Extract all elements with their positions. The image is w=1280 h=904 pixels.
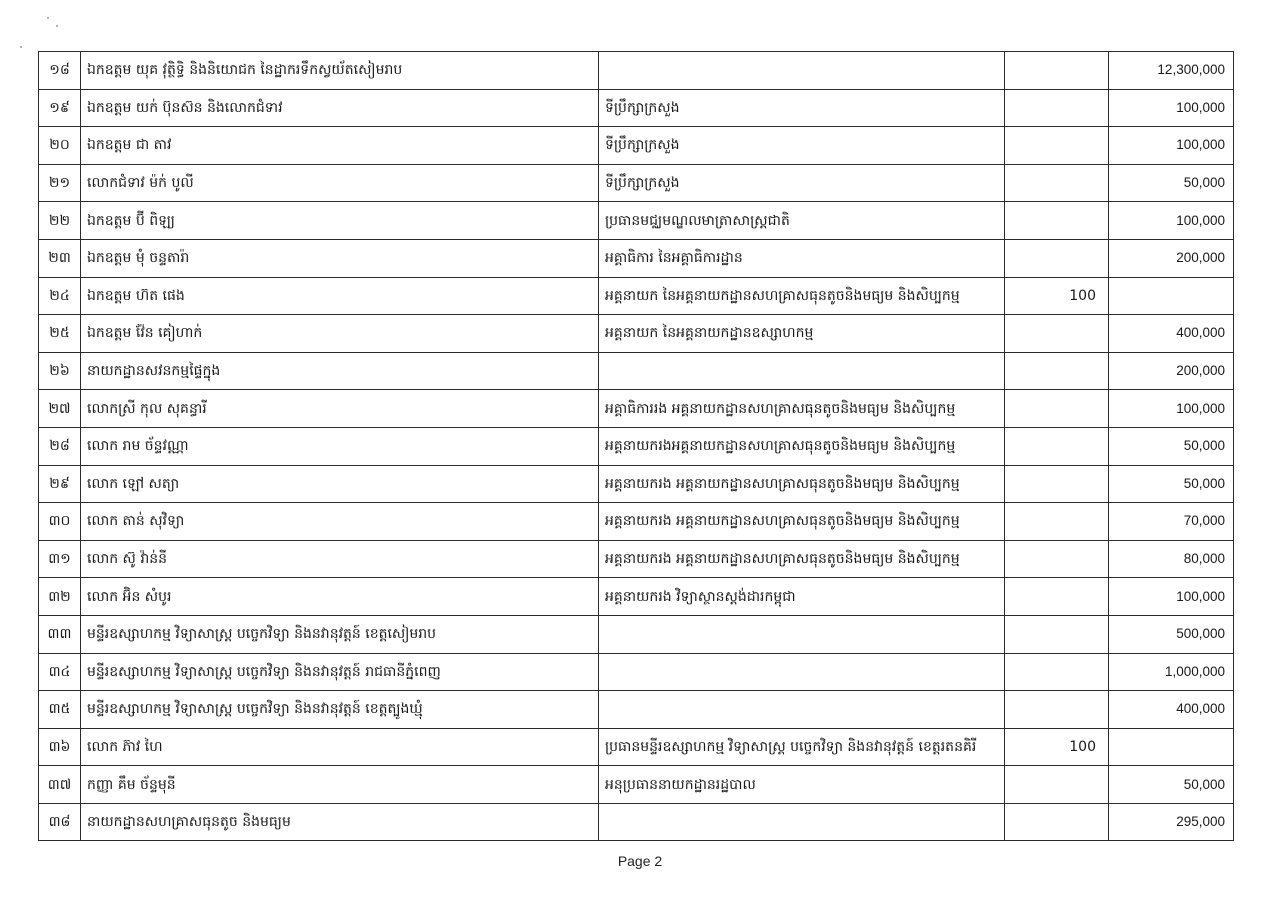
- table-row: [39, 766, 1234, 804]
- donor-name: ឯកឧត្តម ហ៊ត ផេង: [81, 277, 599, 315]
- donor-position: អគ្គាធិការរង អគ្គនាយកដ្ឋានសហគ្រាសធុនតូចនិងមធ្យម និងសិប្បកម្ម: [599, 390, 1005, 428]
- amount-cell: 100,000: [1109, 390, 1234, 428]
- amount-cell: 1,000,000: [1109, 653, 1234, 691]
- table-row: [39, 277, 1234, 315]
- donor-name: ឯកឧត្តម មុំ ចន្ទតារ៉ា: [81, 239, 599, 277]
- row-number: ៣៥: [39, 691, 81, 729]
- amount-cell: 400,000: [1109, 691, 1234, 729]
- donor-position: [599, 803, 1005, 841]
- table-row: [39, 352, 1234, 390]
- row-number: ៣១: [39, 540, 81, 578]
- donor-name: លោក ឡៅ សត្យា: [81, 465, 599, 503]
- table-row: [39, 540, 1234, 578]
- amount-cell: 50,000: [1109, 164, 1234, 202]
- row-number: ២៩: [39, 465, 81, 503]
- quantity-cell: [1005, 202, 1109, 240]
- donor-name: លោក ស៊ូ វ៉ាន់នី: [81, 540, 599, 578]
- amount-cell: [1109, 277, 1234, 315]
- amount-cell: 50,000: [1109, 427, 1234, 465]
- row-number: ២៣: [39, 239, 81, 277]
- table-row: [39, 803, 1234, 841]
- table-row: [39, 503, 1234, 541]
- donor-name: ឯកឧត្តម វ៉ែន គៀហាក់: [81, 315, 599, 353]
- scan-speck: [47, 17, 49, 19]
- donor-name: លោក តាន់ សុវិទ្យា: [81, 503, 599, 541]
- quantity-cell: [1005, 390, 1109, 428]
- donor-position: អគ្គនាយករង អគ្គនាយកដ្ឋានសហគ្រាសធុនតូចនិងមធ្យម និងសិប្បកម្ម: [599, 503, 1005, 541]
- donor-position: ទីប្រឹក្សាក្រសួង: [599, 127, 1005, 165]
- quantity-cell: [1005, 427, 1109, 465]
- row-number: ៣០: [39, 503, 81, 541]
- amount-cell: 100,000: [1109, 89, 1234, 127]
- donor-position: ទីប្រឹក្សាក្រសួង: [599, 164, 1005, 202]
- donor-position: អគ្គនាយករងអគ្គនាយកដ្ឋានសហគ្រាសធុនតូចនិងមធ្យម និងសិប្បកម្ម: [599, 427, 1005, 465]
- amount-cell: 100,000: [1109, 127, 1234, 165]
- page-number: Page 2: [617, 853, 663, 869]
- donor-position: អនុប្រធាននាយកដ្ឋានរដ្ឋបាល: [599, 766, 1005, 804]
- amount-cell: 295,000: [1109, 803, 1234, 841]
- donor-name: កញ្ញា គឹម ច័ន្ទមុនី: [81, 766, 599, 804]
- row-number: ៣៧: [39, 766, 81, 804]
- table-row: [39, 164, 1234, 202]
- quantity-cell: [1005, 540, 1109, 578]
- quantity-cell: [1005, 315, 1109, 353]
- donor-name: មន្ទីរឧស្សាហកម្ម វិទ្យាសាស្ត្រ បច្ចេកវិទ្យា និងនវានុវត្តន៍ រាជធានីភ្នំពេញ: [81, 653, 599, 691]
- quantity-cell: [1005, 766, 1109, 804]
- amount-cell: 500,000: [1109, 615, 1234, 653]
- table-row: [39, 578, 1234, 616]
- donation-table: [38, 51, 1234, 841]
- row-number: ៣៦: [39, 728, 81, 766]
- donor-name: នាយកដ្ឋានសវនកម្មផ្ទៃក្នុង: [81, 352, 599, 390]
- table-row: [39, 89, 1234, 127]
- quantity-cell: [1005, 352, 1109, 390]
- amount-cell: [1109, 728, 1234, 766]
- quantity-cell: [1005, 127, 1109, 165]
- table-row: [39, 465, 1234, 503]
- amount-cell: 200,000: [1109, 239, 1234, 277]
- table-row: [39, 728, 1234, 766]
- donor-position: អគ្គនាយករង អគ្គនាយកដ្ឋានសហគ្រាសធុនតូចនិងមធ្យម និងសិប្បកម្ម: [599, 540, 1005, 578]
- donor-position: ប្រធានមន្ទីរឧស្សាហកម្ម វិទ្យាសាស្ត្រ បច្ចេកវិទ្យា និងនវានុវត្តន៍ ខេត្តរតនគិរី: [599, 728, 1005, 766]
- donor-position: អគ្គនាយក នៃអគ្គនាយកដ្ឋានឧស្សាហកម្ម: [599, 315, 1005, 353]
- quantity-cell: [1005, 465, 1109, 503]
- row-number: ២៧: [39, 390, 81, 428]
- donor-name: លោកជំទាវ ម៉ក់ បូលី: [81, 164, 599, 202]
- amount-cell: 12,300,000: [1109, 52, 1234, 90]
- donor-name: លោក អ៊ិន សំបូរ: [81, 578, 599, 616]
- donor-position: [599, 352, 1005, 390]
- donor-position: [599, 653, 1005, 691]
- table-row: [39, 427, 1234, 465]
- donor-position: អគ្គាធិការ នៃអគ្គាធិការដ្ឋាន: [599, 239, 1005, 277]
- scan-speck: [20, 46, 22, 48]
- row-number: ២១: [39, 164, 81, 202]
- row-number: ២៨: [39, 427, 81, 465]
- quantity-cell: [1005, 803, 1109, 841]
- amount-cell: 400,000: [1109, 315, 1234, 353]
- donor-position: [599, 52, 1005, 90]
- row-number: ៣២: [39, 578, 81, 616]
- donor-position: អគ្គនាយក នៃអគ្គនាយកដ្ឋានសហគ្រាសធុនតូចនិងមធ្យម និងសិប្បកម្ម: [599, 277, 1005, 315]
- row-number: ៣៣: [39, 615, 81, 653]
- amount-cell: 50,000: [1109, 465, 1234, 503]
- donor-name: ឯកឧត្តម ជា តាវ: [81, 127, 599, 165]
- scan-speck: [56, 25, 58, 27]
- table-row: [39, 390, 1234, 428]
- donor-position: ទីប្រឹក្សាក្រសួង: [599, 89, 1005, 127]
- table-row: [39, 239, 1234, 277]
- table-row: [39, 653, 1234, 691]
- donation-table-body: [39, 52, 1234, 841]
- row-number: ២២: [39, 202, 81, 240]
- quantity-cell: [1005, 615, 1109, 653]
- donor-position: [599, 691, 1005, 729]
- quantity-cell: [1005, 653, 1109, 691]
- donor-position: ប្រធានមជ្ឈមណ្ឌលមាត្រាសាស្ត្រជាតិ: [599, 202, 1005, 240]
- donor-name: មន្ទីរឧស្សាហកម្ម វិទ្យាសាស្ត្រ បច្ចេកវិទ្យា និងនវានុវត្តន៍ ខេត្តត្បូងឃ្មុំ: [81, 691, 599, 729]
- donor-name: ឯកឧត្តម ប៊ី ពិឡ្យ: [81, 202, 599, 240]
- row-number: ១៨: [39, 52, 81, 90]
- donor-name: នាយកដ្ឋានសហគ្រាសធុនតូច និងមធ្យម: [81, 803, 599, 841]
- donor-name: ឯកឧត្តម យក់ ប៊ុនស៊ន និងលោកជំទាវ: [81, 89, 599, 127]
- table-row: [39, 615, 1234, 653]
- quantity-cell: [1005, 89, 1109, 127]
- row-number: ២៥: [39, 315, 81, 353]
- quantity-cell: [1005, 239, 1109, 277]
- row-number: ២៦: [39, 352, 81, 390]
- donor-name: លោកស្រី កុល សុគន្ធារី: [81, 390, 599, 428]
- donor-position: [599, 615, 1005, 653]
- donor-position: អគ្គនាយករង វិទ្យាស្ថានស្តង់ដារកម្ពុជា: [599, 578, 1005, 616]
- quantity-cell: [1005, 578, 1109, 616]
- row-number: ២០: [39, 127, 81, 165]
- amount-cell: 70,000: [1109, 503, 1234, 541]
- amount-cell: 100,000: [1109, 578, 1234, 616]
- row-number: ៣៤: [39, 653, 81, 691]
- table-row: [39, 691, 1234, 729]
- donor-name: លោក រាម ច័ន្ទវណ្ណា: [81, 427, 599, 465]
- donor-name: ឯកឧត្តម យុគ វុត្ថិទ្ធិ និងនិយោជក នៃដ្ឋាករទឹកស្វយ័តសៀមរាប: [81, 52, 599, 90]
- row-number: ២៤: [39, 277, 81, 315]
- donor-position: អគ្គនាយករង អគ្គនាយកដ្ឋានសហគ្រាសធុនតូចនិងមធ្យម និងសិប្បកម្ម: [599, 465, 1005, 503]
- row-number: ១៩: [39, 89, 81, 127]
- amount-cell: 50,000: [1109, 766, 1234, 804]
- table-row: [39, 52, 1234, 90]
- table-row: [39, 315, 1234, 353]
- table-row: [39, 127, 1234, 165]
- amount-cell: 80,000: [1109, 540, 1234, 578]
- donor-name: មន្ទីរឧស្សាហកម្ម វិទ្យាសាស្ត្រ បច្ចេកវិទ្យា និងនវានុវត្តន៍ ខេត្តសៀមរាប: [81, 615, 599, 653]
- quantity-cell: [1005, 691, 1109, 729]
- quantity-cell: 100: [1005, 277, 1109, 315]
- quantity-cell: 100: [1005, 728, 1109, 766]
- quantity-cell: [1005, 164, 1109, 202]
- table-row: [39, 202, 1234, 240]
- quantity-cell: [1005, 52, 1109, 90]
- amount-cell: 100,000: [1109, 202, 1234, 240]
- donor-name: លោក ភ៊ាវ ហៃ: [81, 728, 599, 766]
- row-number: ៣៨: [39, 803, 81, 841]
- amount-cell: 200,000: [1109, 352, 1234, 390]
- quantity-cell: [1005, 503, 1109, 541]
